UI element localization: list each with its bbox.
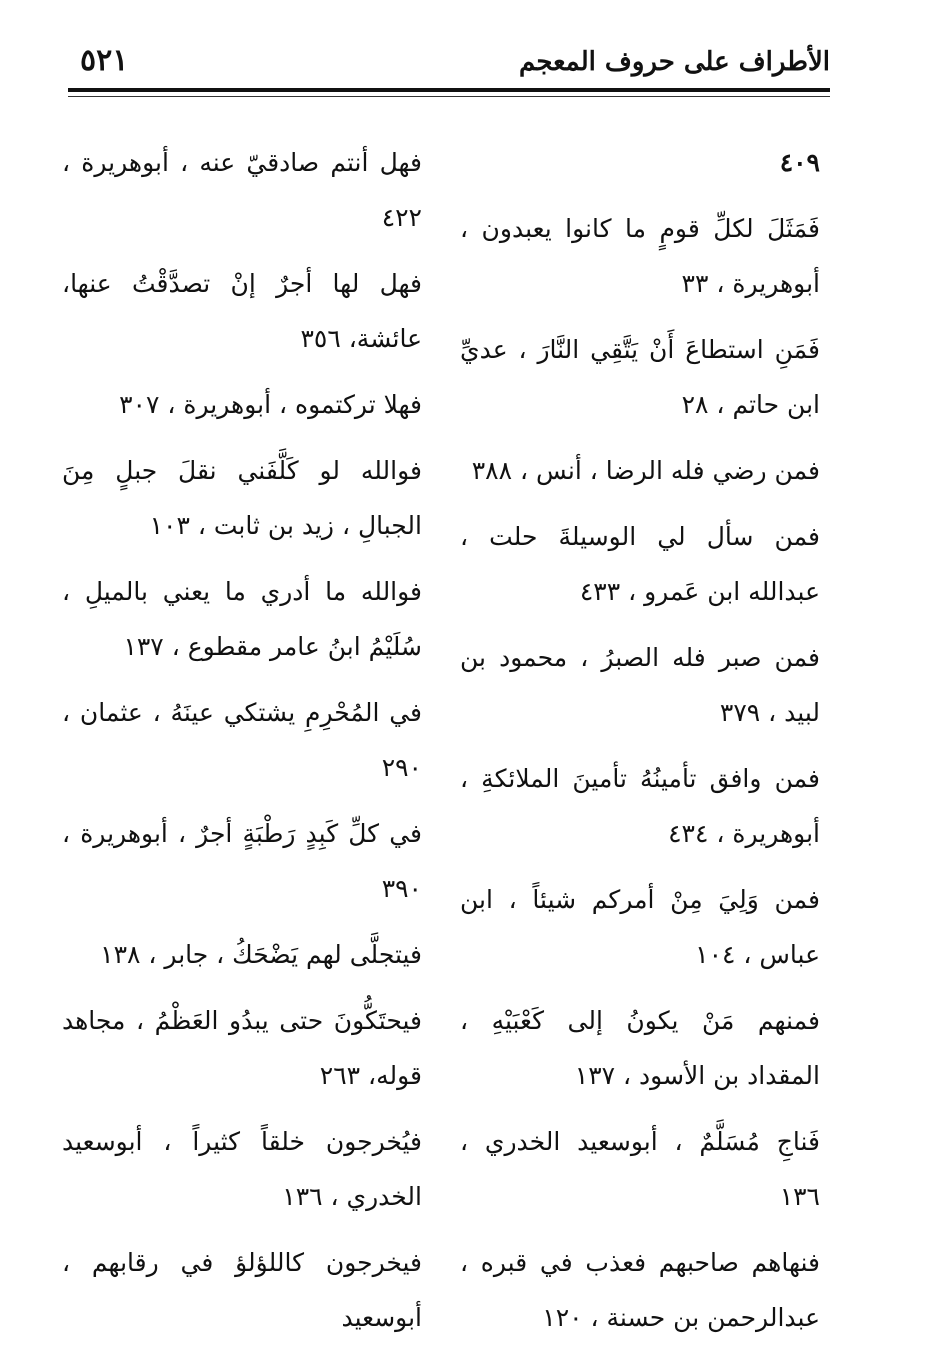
index-entry: فَمَثَلَ لكلِّ قومٍ ما كانوا يعبدون ، أبوهريرة ، ٣٣ [460,214,820,298]
index-entry: ٤٠٩ [779,148,820,177]
index-entry: فمن رضي فله الرضا ، أنس ، ٣٨٨ [471,456,820,485]
index-entry: فمن وافق تأمينُهُ تأمينَ الملائكةِ ، أبوهريرة ، ٤٣٤ [460,764,820,848]
page-header [60,45,830,85]
header-rule-thick [68,88,830,92]
index-entry: فيخرجون كاللؤلؤ في رقابهم ، أبوسعيد [62,1248,422,1332]
index-entry: فهل أنتم صادقيّ عنه ، أبوهريرة ، ٤٢٢ [62,148,422,232]
index-entry: في كلِّ كَبِدٍ رَطْبَةٍ أجرٌ ، أبوهريرة ، ٣٩٠ [62,819,422,903]
index-entry: في المُحْرِمِ يشتكي عينَهُ ، عثمان ، ٢٩٠ [62,698,422,782]
index-entry: فيحتَكُّونَ حتى يبدُو العَظْمُ ، مجاهد قوله، ٢٦٣ [62,1006,422,1090]
index-entry: فمنهم مَنْ يكونُ إلى كَعْبَيْهِ ، المقداد بن الأسود ، ١٣٧ [460,1006,820,1090]
index-entry: فَمَنِ استطاعَ أَنْ يَتَّقِي النَّارَ ، عديِّ ابن حاتم ، ٢٨ [460,335,820,419]
right-column [460,135,820,1345]
header-rule-thin [68,96,830,97]
left-column [62,135,422,1345]
page-number: ٥٢١ [80,43,129,78]
index-entry: فهلا تركتموه ، أبوهريرة ، ٣٠٧ [119,390,422,419]
index-entry: فَناجِ مُسَلَّمٌ ، أبوسعيد الخدري ، ١٣٦ [460,1127,820,1211]
index-entry: فيُخرجون خلقاً كثيراً ، أبوسعيد الخدري ، ١٣٦ [62,1127,422,1211]
index-entry: فمن صبر فله الصبرُ ، محمود بن لبيد ، ٣٧٩ [460,643,820,727]
running-title: الأطراف على حروف المعجم [519,47,830,77]
index-entry: فوالله ما أدري ما يعني بالميلِ ، سُلَيْمُ ابنُ عامر مقطوع ، ١٣٧ [62,577,422,661]
index-entry: فمن وَلِيَ مِنْ أمركم شيئاً ، ابن عباس ، ١٠٤ [460,885,820,969]
index-entry: فوالله لو كَلَّفَني نقلَ جبلٍ مِنَ الجبالِ ، زيد بن ثابت ، ١٠٣ [62,456,422,540]
index-entry: فهل لها أجرٌ إنْ تصدَّقْتُ عنها، عائشة، ٣٥٦ [62,269,422,353]
index-entry: فمن سأل لي الوسيلةَ حلت ، عبدالله ابن عَمرو ، ٤٣٣ [460,522,820,606]
index-entry: فيتجلَّى لهم يَضْحَكُ ، جابر ، ١٣٨ [100,940,422,969]
index-entry: فنهاهم صاحبهم فعذب في قبره ، عبدالرحمن بن حسنة ، ١٢٠ [460,1248,820,1332]
